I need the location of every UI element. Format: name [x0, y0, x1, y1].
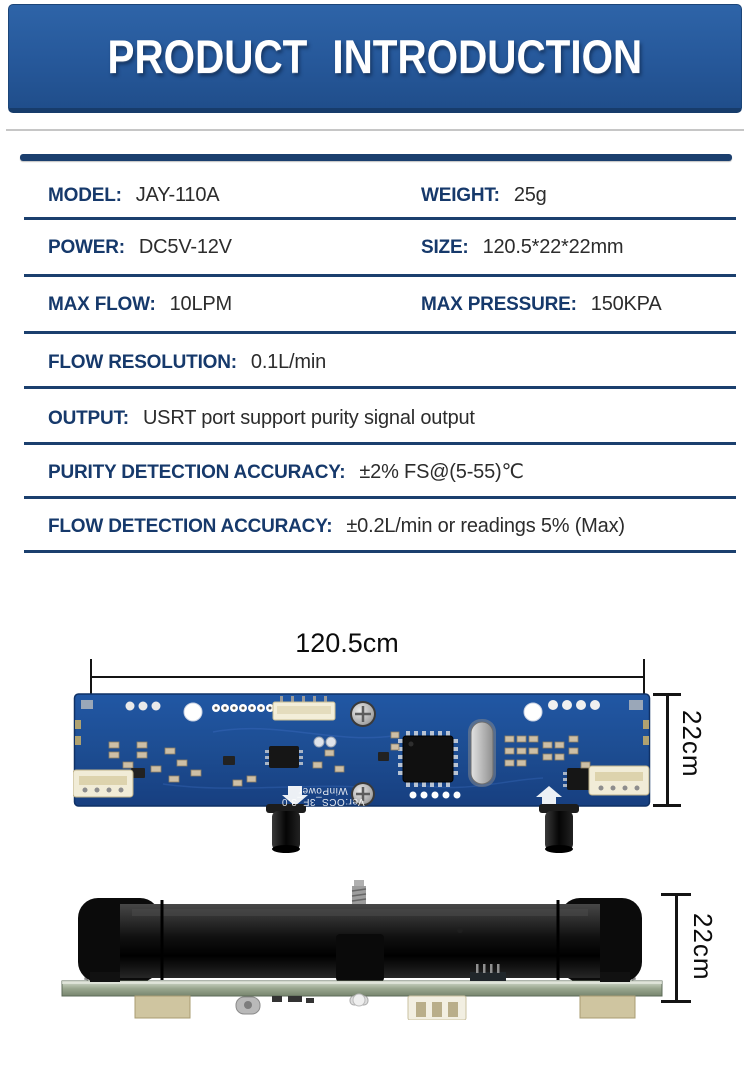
crystal-oscillator — [468, 719, 496, 787]
width-dimension-tick-right — [643, 659, 645, 695]
mcu-chip — [398, 731, 458, 787]
spec-row-purity-accuracy — [0, 458, 750, 486]
standoff-post-right — [539, 804, 579, 853]
left-edge-connector — [73, 770, 133, 797]
top-connector — [273, 696, 335, 720]
spec-row-divider — [24, 496, 736, 499]
spec-value: ±0.2L/min or readings 5% (Max) — [346, 515, 625, 537]
header-divider — [6, 129, 744, 131]
spec-label: SIZE: — [421, 237, 469, 258]
height-dimension-line-top-view — [666, 694, 669, 807]
spec-label: WEIGHT: — [421, 185, 500, 206]
spec-row-divider — [24, 442, 736, 445]
pcb-silkscreen-text: Ver:OCS_3F_3.0 WinPower — [281, 785, 365, 807]
header-banner — [8, 4, 742, 113]
height-dimension-label-side-view: 22cm — [688, 913, 718, 981]
pcb-side-view-photo — [40, 874, 680, 1020]
width-dimension-line — [91, 676, 644, 678]
spec-row-model-weight — [0, 181, 750, 209]
standoff-right — [580, 996, 635, 1018]
width-dimension-label: 120.5cm — [295, 628, 399, 658]
spec-value: 25g — [513, 184, 547, 206]
cylinder-body — [78, 898, 642, 982]
spec-label: MODEL: — [48, 185, 122, 206]
spec-row-divider — [24, 550, 736, 553]
spec-value: 120.5*22*22mm — [482, 236, 624, 258]
spec-label: OUTPUT: — [48, 408, 129, 429]
spec-label: MAX PRESSURE: — [421, 294, 577, 315]
spec-row-resolution — [0, 348, 750, 376]
spec-label: FLOW DETECTION ACCURACY: — [48, 516, 333, 537]
bottom-jst-connector — [408, 996, 466, 1020]
height-dimension-line-side-view — [675, 895, 678, 1003]
spec-label: PURITY DETECTION ACCURACY: — [48, 462, 346, 483]
height-dimension-label-top-view: 22cm — [677, 710, 707, 778]
spec-row-output — [0, 404, 750, 432]
height-dimension-cap-top-side — [661, 893, 691, 896]
standoff-left — [135, 996, 190, 1018]
page-title: PRODUCT INTRODUCTION — [107, 30, 643, 83]
right-edge-connector — [589, 766, 649, 795]
screw-top — [350, 701, 376, 727]
spec-row-divider — [24, 274, 736, 277]
soic-chip-left — [265, 746, 303, 768]
spec-row-power-size — [0, 233, 750, 261]
barrel-connector — [236, 997, 260, 1014]
spec-row-divider — [24, 386, 736, 389]
bottom-screw-tip — [350, 994, 368, 1006]
height-dimension-cap-bottom — [653, 804, 681, 807]
spec-label: MAX FLOW: — [48, 294, 156, 315]
standoff-post-left — [266, 804, 306, 853]
spec-value: ±2% FS@(5-55)℃ — [359, 461, 524, 483]
spec-value: 10LPM — [169, 293, 232, 315]
spec-row-divider — [24, 217, 736, 220]
spec-table-top-bar — [20, 154, 732, 161]
spec-value: JAY-110A — [135, 184, 220, 206]
spec-value: USRT port support purity signal output — [142, 407, 475, 429]
spec-value: DC5V-12V — [138, 236, 232, 258]
spec-row-flow-pressure — [0, 290, 750, 318]
spec-value: 150KPA — [590, 293, 662, 315]
spec-label: FLOW RESOLUTION: — [48, 352, 237, 373]
pcb-top-view-photo — [73, 692, 651, 854]
spec-row-flow-accuracy — [0, 512, 750, 540]
spec-row-divider — [24, 331, 736, 334]
spec-label: POWER: — [48, 237, 125, 258]
height-dimension-cap-top — [653, 693, 681, 696]
spec-value: 0.1L/min — [250, 351, 326, 373]
width-dimension-tick-left — [90, 659, 92, 695]
